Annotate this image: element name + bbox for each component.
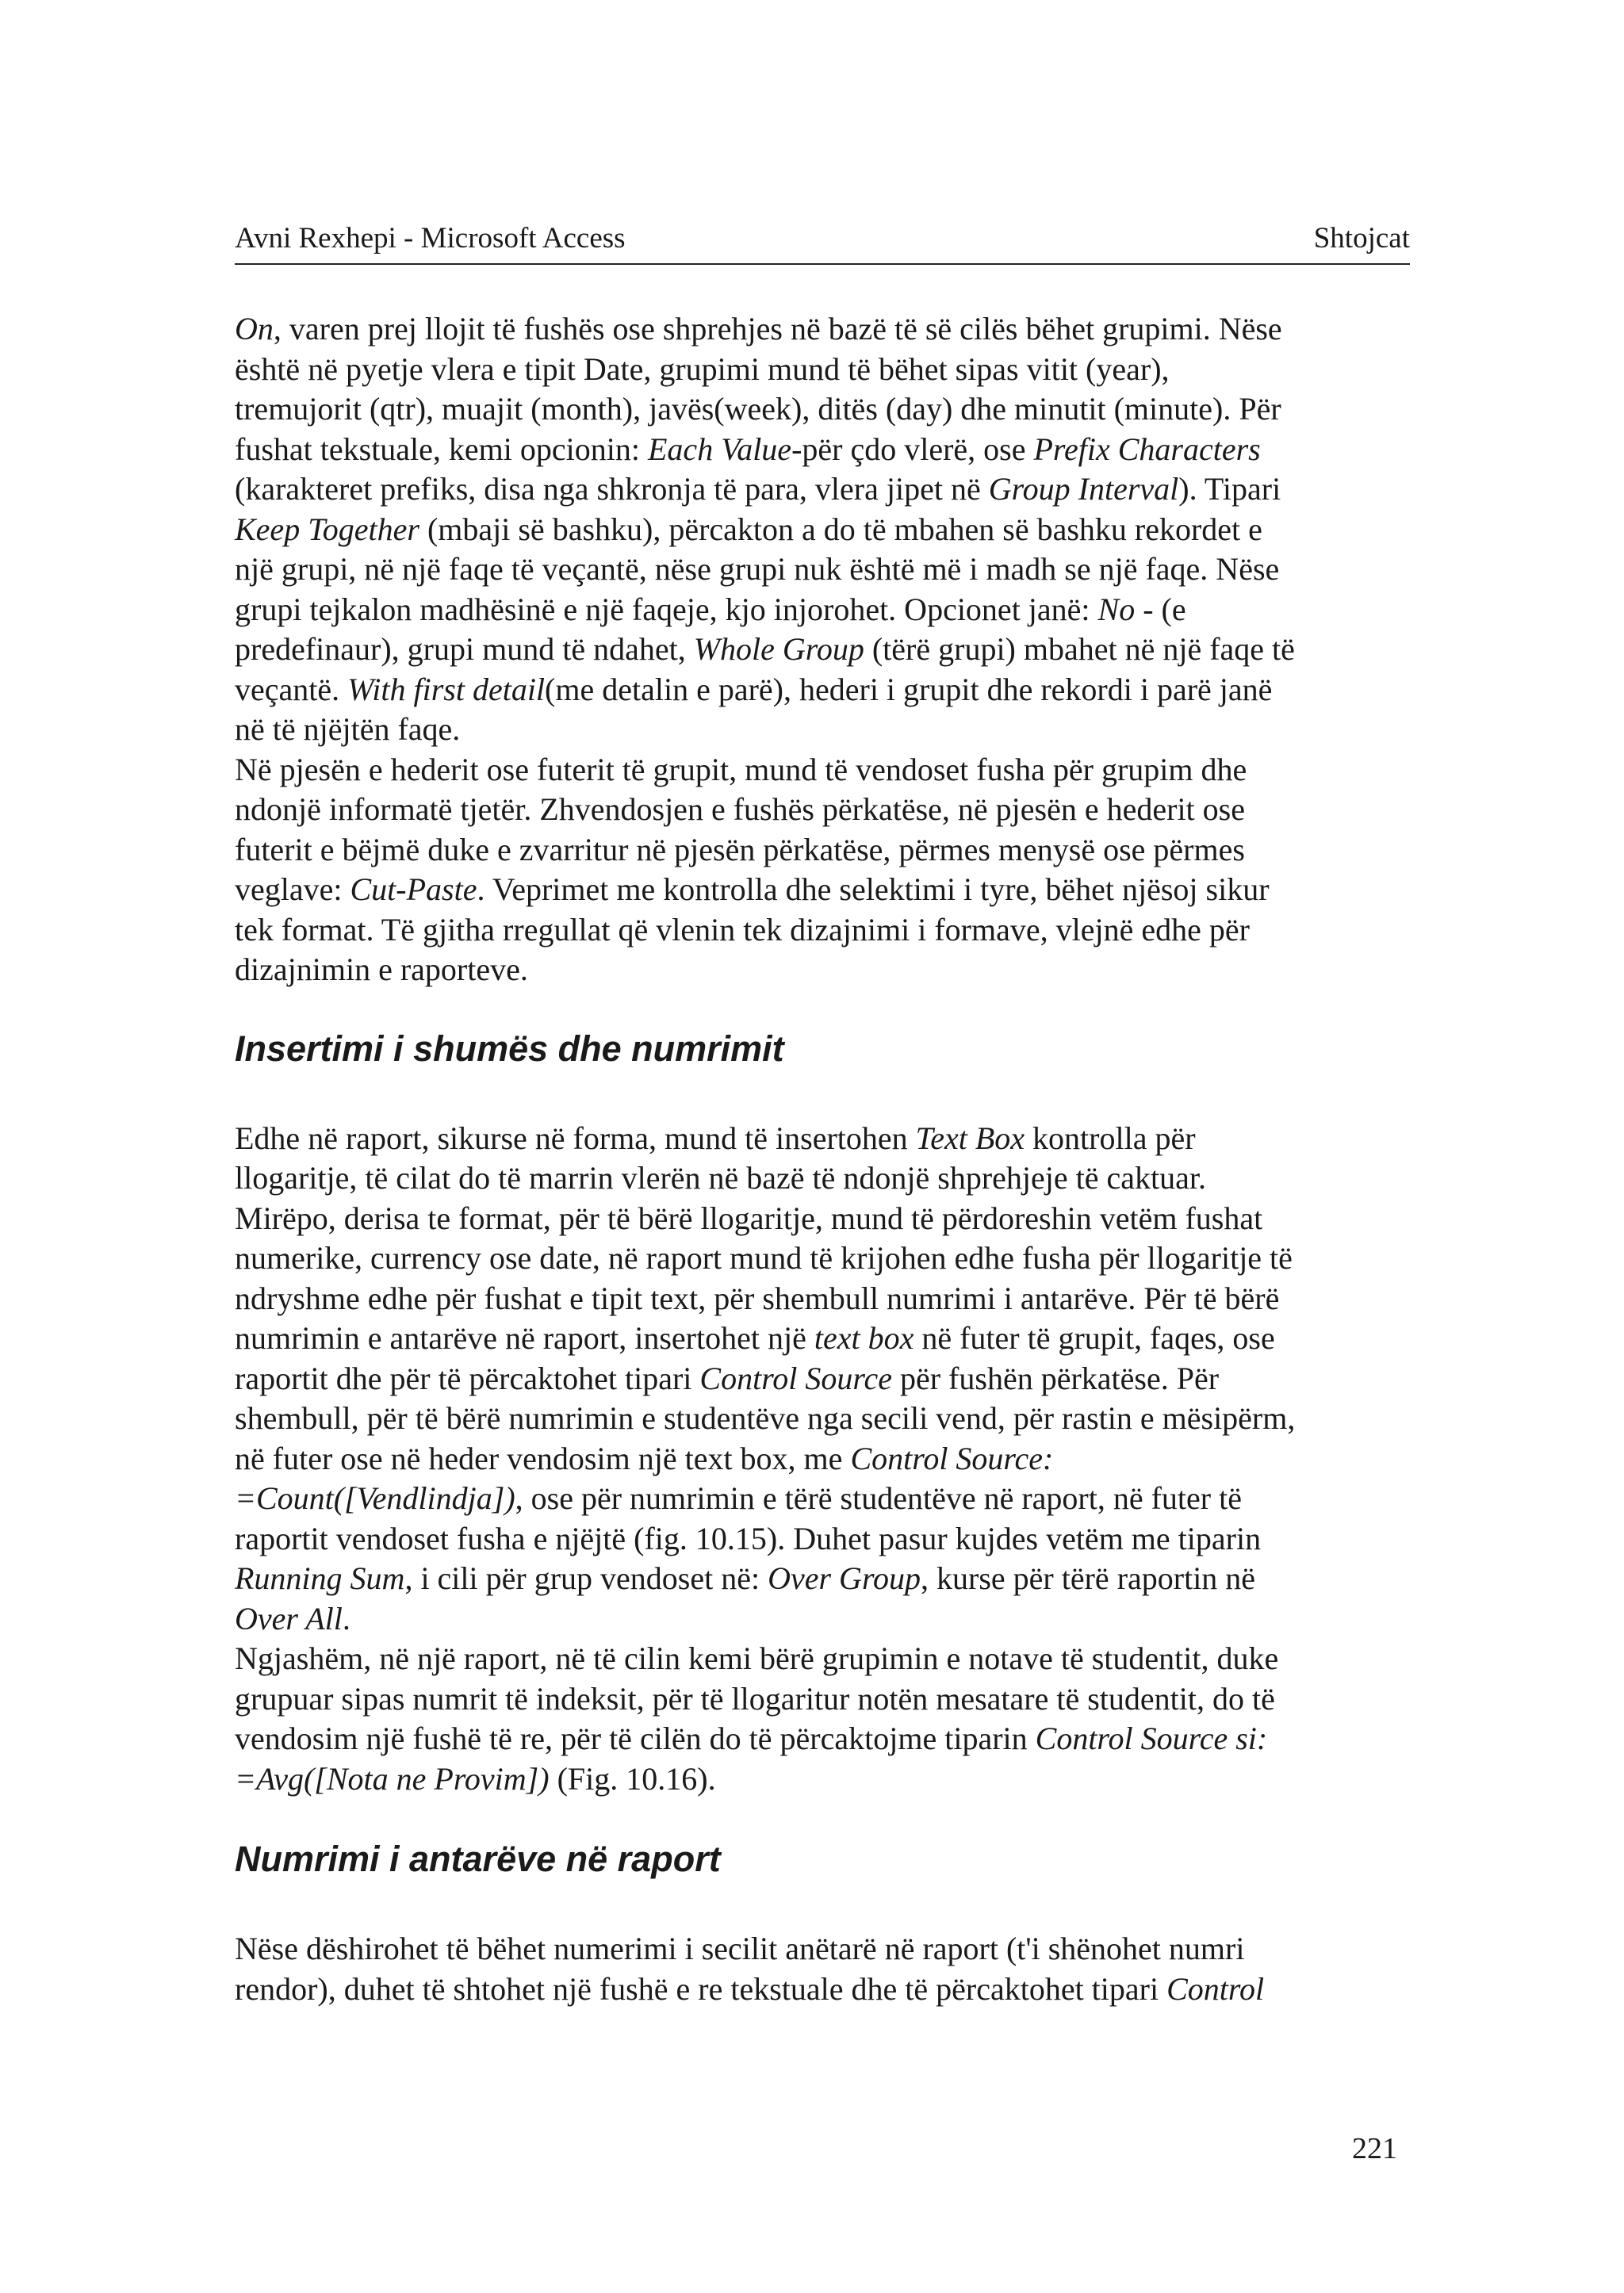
- paragraph-member-numbering: [235, 1929, 1424, 2009]
- italic-term: Running Sum: [235, 1560, 405, 1596]
- italic-term: Each Value: [648, 431, 792, 467]
- italic-term: Cut-Paste: [350, 871, 477, 907]
- text-run: (tërë grupi) mbahet në një faqe të veçantë.: [235, 631, 1295, 707]
- page-body: [235, 309, 1424, 2009]
- text-run: Në pjesën e hederit ose futerit të grupit, mund të vendoset fusha për grupim dhe ndonjë informatë tjetër. Zhvendosjen e fushës përkatëse, në pjesën e hederit ose futerit e bëjmë duke e zvarritur në pjesën përkatëse, përmes menysë ose përmes veglave:: [235, 751, 1247, 907]
- italic-term: Control Source: =Count([Vendlindja]): [235, 1440, 1054, 1516]
- text-run: Ngjashëm, në një raport, në të cilin kemi bërë grupimin e notave të studentit, duke grupuar sipas numrit të indeksit, për të llogaritur notën mesatare të studentit, do të vendosim një fushë të re, për të cilën do të përcaktojme tiparin: [235, 1640, 1279, 1756]
- paragraph-average-example: [235, 1639, 1424, 1799]
- italic-term: No: [1097, 591, 1136, 627]
- paragraph-text-box-calculation: [235, 1119, 1424, 1640]
- text-run: -për çdo vlerë, ose: [791, 431, 1034, 467]
- italic-term: With first detail: [347, 671, 546, 707]
- italic-term: Control Source: [699, 1360, 892, 1396]
- text-run: .: [342, 1600, 350, 1636]
- text-run: , i cili për grup vendoset në:: [404, 1560, 768, 1596]
- italic-term: Over All: [235, 1600, 343, 1636]
- text-run: kontrolla për llogaritje, të cilat do të marrin vlerën në bazë të ndonjë shprehjeje të caktuar. Mirëpo, derisa te format, për të bërë llogaritje, mund të përdoreshin vetëm fushat numerike, currency ose date, në raport mund të krijohen edhe fusha për llogaritje të ndryshme edhe për fushat e tipit text, për shembull numrimi i antarëve. Për të bërë numrimin e antarëve në raport, insertohet një: [235, 1120, 1293, 1356]
- text-run: Edhe në raport, sikurse në forma, mund të insertohen: [235, 1120, 916, 1156]
- italic-term: Text Box: [915, 1120, 1025, 1156]
- italic-term: Over Group: [768, 1560, 921, 1596]
- text-run: - (e predefinaur), grupi mund të ndahet,: [235, 591, 1186, 667]
- italic-term: text box: [814, 1320, 914, 1356]
- italic-term: Whole Group: [693, 631, 864, 667]
- italic-term: Control: [1166, 1970, 1265, 2007]
- heading-member-numbering: Numrimi i antarëve në raport: [235, 1839, 721, 1879]
- text-run: Nëse dëshirohet të bëhet numerimi i secilit anëtarë në raport (t'i shënohet numri rendor), duhet të shtohet një fushë e re tekstuale dhe të përcaktohet tipari: [235, 1931, 1245, 2007]
- italic-term: Group Interval: [988, 471, 1179, 507]
- text-run: , ose për numrimin e tërë studentëve në raport, në futer të raportit vendoset fusha e njëjtë (fig. 10.15). Duhet pasur kujdes vetëm me tiparin: [235, 1480, 1262, 1556]
- text-run: (karakteret prefiks, disa nga shkronja të para, vlera jipet në: [235, 471, 981, 507]
- text-run: për fushën përkatëse. Për shembull, për të bërë numrimin e studentëve nga secili vend, për rastin e mësipërm, në futer ose në heder vendosim një text box, me: [235, 1360, 1296, 1476]
- italic-term: Control Source si: =Avg([Nota ne Provim]): [235, 1721, 1268, 1797]
- text-run: në futer të grupit, faqes, ose raportit dhe për të përcaktohet tipari: [235, 1320, 1275, 1396]
- header-section: Shtojcat: [1313, 222, 1410, 255]
- text-run: , varen prej llojit të fushës ose shprehjes në bazë të së cilës bëhet grupimi. Nëse është në pyetje vlera e tipit Date, grupimi mund të bëhet sipas vitit (year), tremujorit (qtr), muajit (month), javës(week), ditës (day) dhe minutit (minute). Për fushat tekstuale, kemi opcionin:: [235, 311, 1282, 467]
- italic-term: On: [235, 311, 274, 346]
- text-run: (Fig. 10.16).: [549, 1760, 716, 1797]
- paragraph-header-footer: [235, 750, 1424, 990]
- heading-insert-sum-count: Insertimi i shumës dhe numrimit: [235, 1028, 784, 1069]
- page-header: [235, 224, 1410, 265]
- text-run: (mbaji së bashku), përcakton a do të mbahen së bashku rekordet e një grupi, në një faqe të veçantë, nëse grupi nuk është më i madh se një faqe. Nëse grupi tejkalon madhësinë e një faqeje, kjo injorohet. Opcionet janë:: [235, 511, 1280, 627]
- text-run: ). Tipari: [1178, 471, 1281, 507]
- header-title: Avni Rexhepi - Microsoft Access: [235, 222, 626, 255]
- text-run: , kurse për tërë raportin në: [921, 1560, 1256, 1596]
- italic-term: Prefix Characters: [1033, 431, 1261, 467]
- text-run: . Veprimet me kontrolla dhe selektimi i tyre, bëhet njësoj sikur tek format. Të gjitha rregullat që vlenin tek dizajnimi i formave, vlejnë edhe për dizajnimin e raporteve.: [235, 871, 1270, 987]
- text-run: (me detalin e parë), hederi i grupit dhe rekordi i parë janë në të njëjtën faqe.: [235, 671, 1273, 747]
- page-number: 221: [1352, 2132, 1397, 2165]
- italic-term: Keep Together: [235, 511, 419, 547]
- paragraph-grouping-options: [235, 309, 1424, 750]
